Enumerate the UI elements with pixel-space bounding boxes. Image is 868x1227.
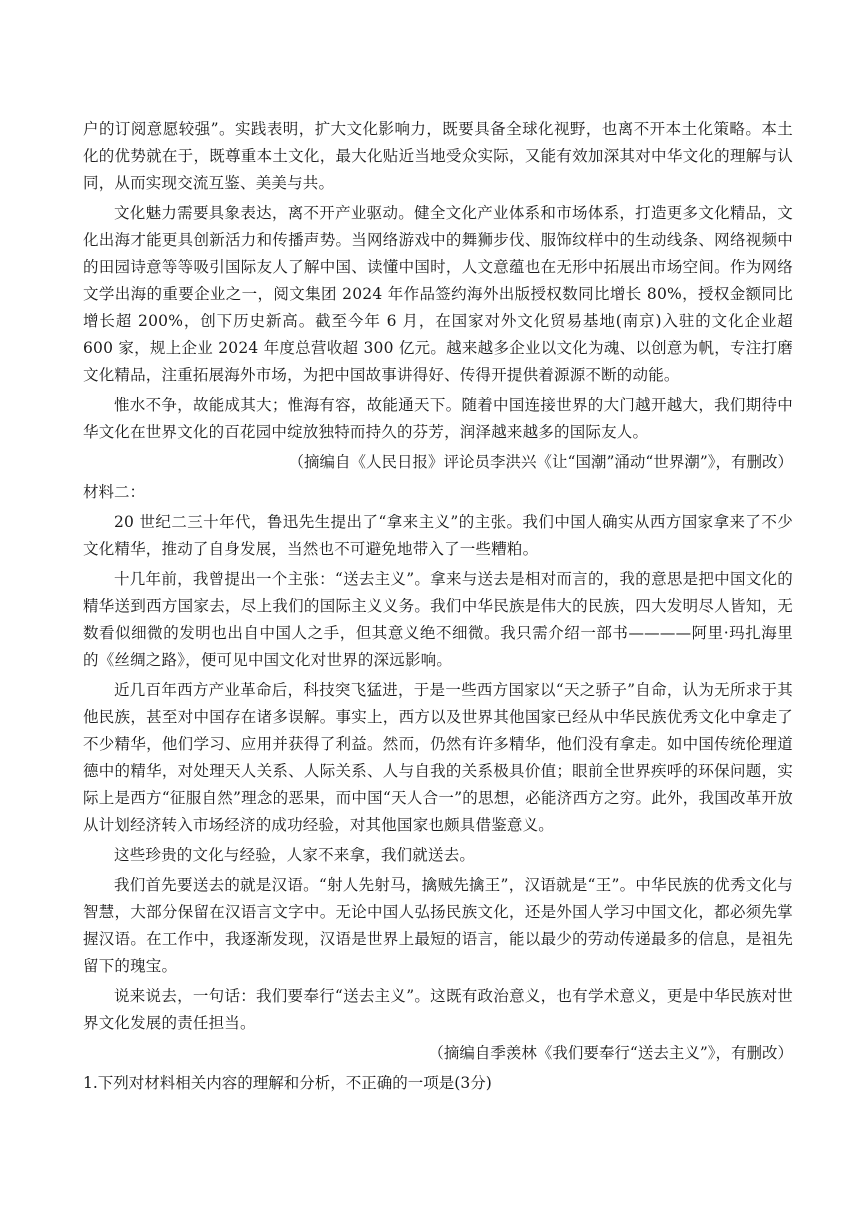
source-citation-1: （摘编自《人民日报》评论员李洪兴《让“国潮”涌动“世界潮”》，有删改）	[288, 453, 793, 471]
paragraph-songqu: 十几年前，我曾提出一个主张：“送去主义”。拿来与送去是相对而言的，我的意思是把中国文化的精华送到西方国家去，尽上我们的国际主义义务。我们中华民族是伟大的民族，四大发明尽人皆知，无数看似细微的发明也出自中国人之手，但其意义绝不细微。我只需介绍一部书————阿里·玛扎海里的《丝绸之路》，便可见中国文化对世界的深远影响。	[83, 570, 793, 669]
paragraph-industry: 文化魅力需要具象表达，离不开产业驱动。健全文化产业体系和市场体系，打造更多文化精品，文化出海才能更具创新活力和传播声势。当网络游戏中的舞狮步伐、服饰纹样中的生动线条、网络视频中的田园诗意等等吸引国际友人了解中国、读懂中国时，人文意蕴也在无形中拓展出市场空间。作为网络文学出海的重要企业之一，阅文集团 2024 年作品签约海外出版授权数同比增长 80%，授权金额同比增长超 200%，创下历史新高。截至今年 6 月，在国家对外文化贸易基地(南京)入驻的文化企业超 600 家，规上企业 2024 年度总营收超 300 亿元。越来越多企业以文化为魂、以创意为帆，专注打磨文化精品，注重拓展海外市场，为把中国故事讲得好、传得开提供着源源不断的动能。	[83, 204, 793, 384]
paragraph-send: 这些珍贵的文化与经验，人家不来拿，我们就送去。	[114, 846, 476, 864]
paragraph-conclusion: 惟水不争，故能成其大；惟海有容，故能通天下。随着中国连接世界的大门越开越大，我们期待中华文化在世界文化的百花园中绽放独特而持久的芬芳，润泽越来越多的国际友人。	[83, 396, 793, 441]
paragraph-west: 近几百年西方产业革命后，科技突飞猛进，于是一些西方国家以“天之骄子”自命，认为无所求于其他民族，甚至对中国存在诸多误解。事实上，西方以及世界其他国家已经从中华民族优秀文化中拿走了不少精华，他们学习、应用并获得了利益。然而，仍然有许多精华，他们没有拿走。如中国传统伦理道德中的精华，对处理天人关系、人际关系、人与自我的关系极具价值；眼前全世界疾呼的环保问题，实际上是西方“征服自然”理念的恶果，而中国“天人合一”的思想，必能济西方之穷。此外，我国改革开放从计划经济转入市场经济的成功经验，对其他国家也颇具借鉴意义。	[83, 681, 793, 834]
source-citation-2: （摘编自季羡林《我们要奉行“送去主义”》，有删改）	[428, 1044, 793, 1062]
paragraph-continuation: 户的订阅意愿较强”。实践表明，扩大文化影响力，既要具备全球化视野，也离不开本土化策略。本土化的优势就在于，既尊重本土文化，最大化贴近当地受众实际，又能有效加深其对中华文化的理解与认同，从而实现交流互鉴、美美与共。	[83, 120, 793, 192]
question-1: 1.下列对材料相关内容的理解和分析，不正确的一项是(3分)	[83, 1074, 492, 1092]
material-2-label: 材料二：	[83, 483, 146, 501]
paragraph-summary: 说来说去，一句话：我们要奉行“送去主义”。这既有政治意义，也有学术意义，更是中华民族对世界文化发展的责任担当。	[83, 987, 793, 1032]
paragraph-lu-xun: 20 世纪二三十年代，鲁迅先生提出了“拿来主义”的主张。我们中国人确实从西方国家拿来了不少文化精华，推动了自身发展，当然也不可避免地带入了一些糟粕。	[83, 513, 793, 558]
document-body	[83, 116, 793, 1097]
paragraph-chinese-language: 我们首先要送去的就是汉语。“射人先射马，擒贼先擒王”，汉语就是“王”。中华民族的优秀文化与智慧，大部分保留在汉语言文字中。无论中国人弘扬民族文化，还是外国人学习中国文化，都必须先掌握汉语。在工作中，我逐渐发现，汉语是世界上最短的语言，能以最少的劳动传递最多的信息，是祖先留下的瑰宝。	[83, 876, 793, 975]
